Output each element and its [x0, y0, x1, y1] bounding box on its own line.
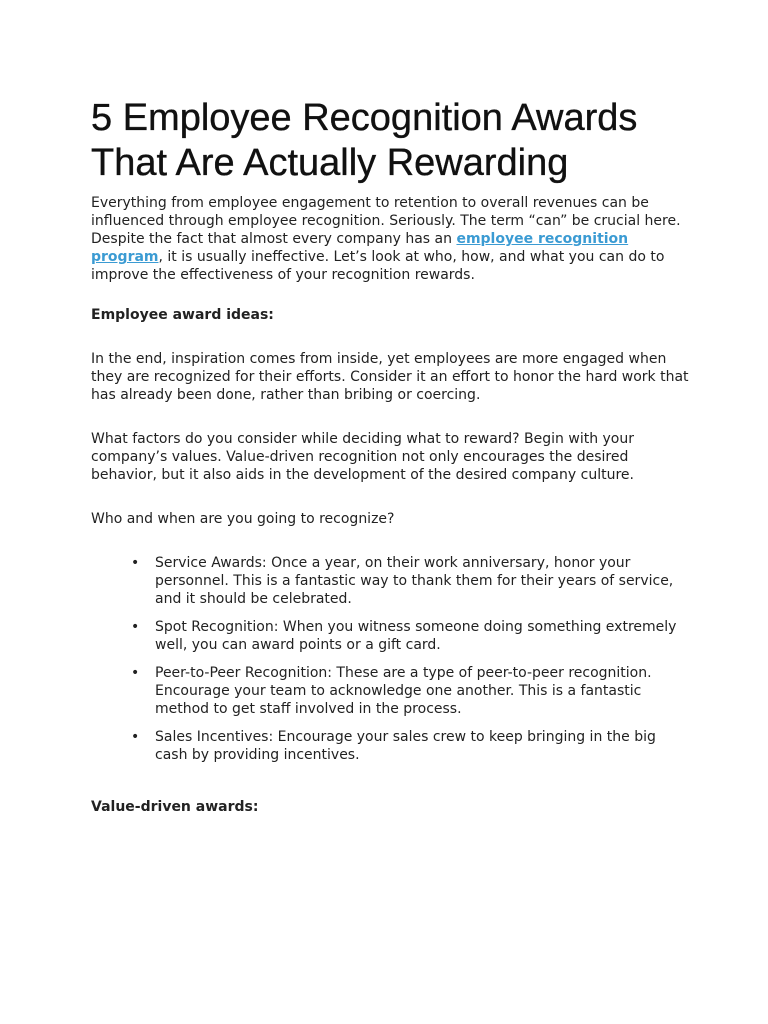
bullet-icon: •	[131, 619, 140, 635]
intro-text-before: Everything from employee engagement to retention to overall revenues can be influenced through employee recognition. Seriously. The term “can” be crucial here. Despite the fact that almost every company has an	[91, 195, 681, 247]
list-item	[91, 554, 691, 608]
list-item-text: Spot Recognition: When you witness someone doing something extremely well, you can award points or a gift card.	[155, 619, 677, 653]
section-heading-award-ideas: Employee award ideas:	[91, 307, 274, 323]
paragraph-factors: What factors do you consider while deciding what to reward? Begin with your company’s values. Value-driven recognition not only encourages the desired behavior, but it also aids in the development of the desired company culture.	[91, 431, 634, 483]
list-item-text: Service Awards: Once a year, on their work anniversary, honor your personnel. This is a fantastic way to thank them for their years of service, and it should be celebrated.	[155, 555, 674, 607]
award-types-list	[91, 554, 691, 764]
list-item	[91, 664, 691, 718]
section-heading-value-driven: Value-driven awards:	[91, 799, 259, 815]
list-item-text: Peer-to-Peer Recognition: These are a type of peer-to-peer recognition. Encourage your team to acknowledge one another. This is a fantastic method to get staff involved in the process.	[155, 665, 652, 717]
bullet-icon: •	[131, 665, 140, 681]
document-page	[91, 96, 691, 816]
paragraph-inspiration: In the end, inspiration comes from inside, yet employees are more engaged when they are recognized for their efforts. Consider it an effort to honor the hard work that has already been done, rather than bribing or coercing.	[91, 351, 689, 403]
paragraph-who-when: Who and when are you going to recognize?	[91, 511, 395, 527]
list-item	[91, 728, 691, 764]
bullet-icon: •	[131, 729, 140, 745]
page-title: 5 Employee Recognition Awards That Are Actually Rewarding	[91, 97, 638, 184]
intro-paragraph	[91, 194, 691, 284]
employee-recognition-program-link[interactable]: employee recognition program	[91, 231, 629, 265]
list-item-text: Sales Incentives: Encourage your sales crew to keep bringing in the big cash by providing incentives.	[155, 729, 656, 763]
bullet-icon: •	[131, 555, 140, 571]
list-item	[91, 618, 691, 654]
intro-text-after: , it is usually ineffective. Let’s look at who, how, and what you can do to improve the effectiveness of your recognition rewards.	[91, 249, 665, 283]
